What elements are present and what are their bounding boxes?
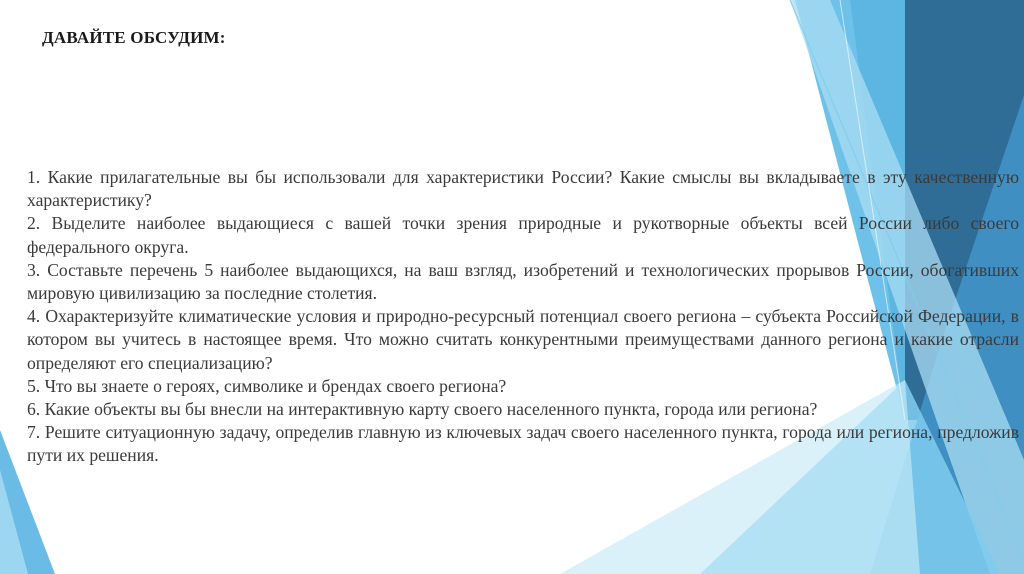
question-item: 7. Решите ситуационную задачу, определив главную из ключевых задач своего населенного пункта, города или региона, предложив пути их решения. — [27, 422, 1019, 466]
question-item: 1. Какие прилагательные вы бы использовали для характеристики России? Какие смыслы вы вкладываете в эту качественную характеристику? — [27, 167, 1019, 211]
question-item: 6. Какие объекты вы бы внесли на интерактивную карту своего населенного пункта, города или региона? — [27, 399, 818, 420]
question-item: 5. Что вы знаете о героях, символике и брендах своего региона? — [27, 375, 507, 396]
question-item: 2. Выделите наиболее выдающиеся с вашей точки зрения природные и рукотворные объекты всей России либо своего федерального округа. — [27, 213, 1019, 257]
discussion-questions — [27, 166, 1019, 468]
question-item: 4. Охарактеризуйте климатические условия и природно-ресурсный потенциал своего региона – субъекта Российской Федерации, в котором вы учитесь в настоящее время. Что можно считать конкурентными преимуществами данного региона и какие отрасли определяют его специализацию? — [27, 306, 1019, 373]
question-item: 3. Составьте перечень 5 наиболее выдающихся, на ваш взгляд, изобретений и технологических прорывов России, обогативших мировую цивилизацию за последние столетия. — [27, 259, 1019, 304]
slide-title: ДАВАЙТЕ ОБСУДИМ: — [42, 28, 226, 47]
